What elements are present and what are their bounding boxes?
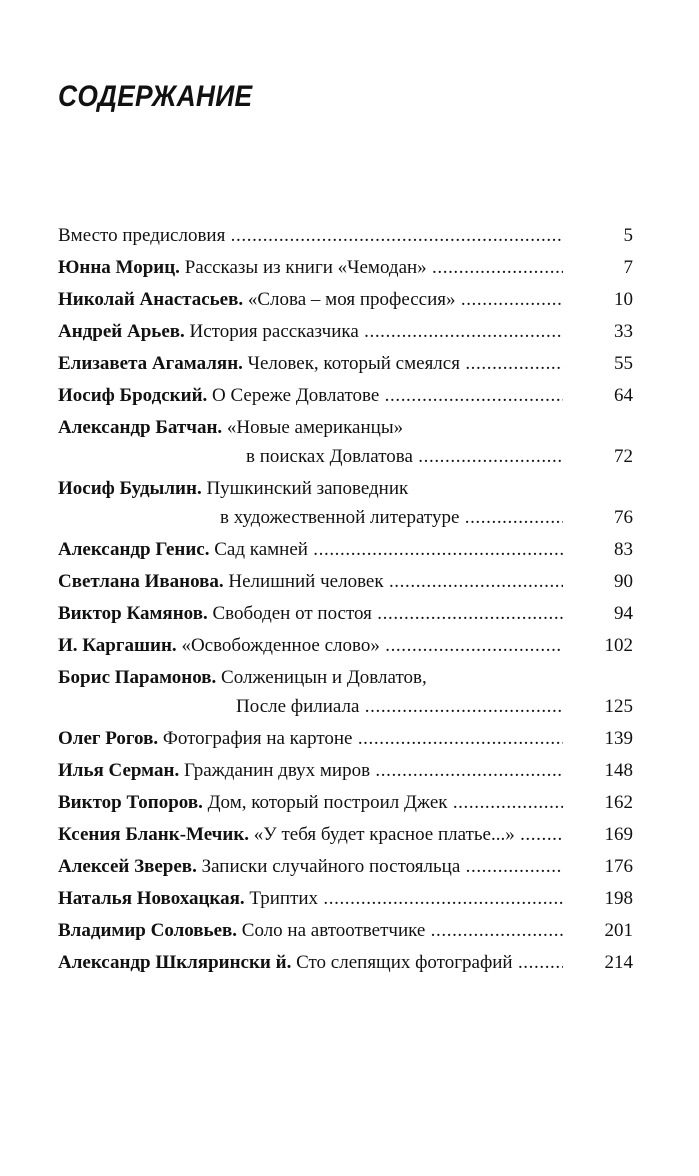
entry-title-continued: в поисках Довлатова [246,446,413,467]
entry-text [58,915,563,947]
toc-entry [58,755,633,787]
page-number: 102 [604,635,633,656]
entry-author: Ксения Бланк-Мечик. [58,824,250,845]
entry-title: Сто слепящих фотографий [296,952,513,973]
entry-author: Борис Парамонов. [58,667,217,688]
toc-entry [58,787,633,819]
toc-entry [58,252,633,284]
toc-entry [58,566,633,598]
page-number: 201 [604,920,633,941]
entry-text [58,755,563,787]
entry-title: «У тебя будет красное платье...» [253,824,515,845]
toc-entry [58,220,633,252]
page-number: 148 [604,760,633,781]
toc-entry [58,380,633,412]
toc-entry [58,947,633,979]
entry-text [58,947,563,979]
entry-author: Светлана Иванова. [58,571,224,592]
toc-entry [58,662,633,723]
entry-author: Илья Серман. [58,760,180,781]
page-number: 72 [614,446,633,467]
entry-title: О Сереже Довлатове [212,385,380,406]
entry-text [58,316,563,348]
entry-author: Николай Анастасьев. [58,289,244,310]
entry-text [58,723,563,755]
entry-author: Андрей Арьев. [58,321,185,342]
entry-title: Соло на автоответчике [241,920,426,941]
page-number: 198 [604,888,633,909]
entry-title: Пушкинский заповедник [206,478,409,499]
toc-entry [58,851,633,883]
entry-author: Иосиф Будылин. [58,478,202,499]
entry-author: Александр Батчан. [58,417,223,438]
entry-text-continued [236,691,563,723]
entry-text [58,598,563,630]
entry-author: И. Каргашин. [58,635,177,656]
entry-title: Вместо предисловия [58,225,226,246]
toc-entry [58,723,633,755]
entry-title: Солженицын и Довлатов, [221,667,427,688]
entry-text [58,851,563,883]
entry-text [58,566,563,598]
page-number: 7 [623,257,633,278]
entry-text [58,883,563,915]
entry-text [58,284,563,316]
entry-title: Записки случайного постояльца [201,856,461,877]
entry-author: Елизавета Агамалян. [58,353,243,374]
page-number: 90 [614,571,633,592]
entry-title: Сад камней [214,539,308,560]
entry-author: Иосиф Бродский. [58,385,208,406]
page-number: 139 [604,728,633,749]
entry-title: Триптих [249,888,319,909]
entry-text [58,473,563,505]
entry-author: Владимир Соловьев. [58,920,238,941]
toc-entry [58,473,633,534]
entry-text [58,412,563,444]
entry-title: Дом, который построил Джек [207,792,448,813]
entry-text [58,662,563,694]
entry-text [58,348,563,380]
table-of-contents [58,220,633,979]
toc-entry [58,412,633,473]
toc-entry [58,284,633,316]
entry-title: Фотография на картоне [162,728,353,749]
toc-entry [58,534,633,566]
toc-entry [58,819,633,851]
page-number: 94 [614,603,633,624]
entry-author: Александр Шклярински й. [58,952,292,973]
toc-entry [58,316,633,348]
page-number: 76 [614,507,633,528]
entry-title: Человек, который смеялся [247,353,460,374]
entry-text [58,787,563,819]
entry-text [58,819,563,851]
page-number: 162 [604,792,633,813]
page-title: СОДЕРЖАНИЕ [58,80,253,113]
page-number: 64 [614,385,633,406]
entry-text [58,252,563,284]
toc-entry [58,598,633,630]
entry-author: Алексей Зверев. [58,856,197,877]
entry-title: Гражданин двух миров [183,760,371,781]
entry-title: Рассказы из книги «Чемодан» [184,257,427,278]
page-number: 214 [604,952,633,973]
page-number: 169 [604,824,633,845]
entry-title-continued: в художественной литературе [220,507,460,528]
entry-title: «Освобожденное слово» [181,635,380,656]
entry-text [58,220,563,252]
entry-title: «Новые американцы» [226,417,404,438]
entry-text [58,534,563,566]
entry-author: Виктор Топоров. [58,792,203,813]
page-number: 83 [614,539,633,560]
page-number: 55 [614,353,633,374]
entry-title-continued: После филиала [236,696,360,717]
toc-entry [58,915,633,947]
entry-text-continued [246,441,563,473]
page-number: 33 [614,321,633,342]
entry-title: История рассказчика [189,321,359,342]
entry-author: Олег Рогов. [58,728,159,749]
page-number: 125 [604,696,633,717]
entry-title: «Слова – моя профессия» [247,289,456,310]
entry-text [58,380,563,412]
page-number: 5 [623,225,633,246]
entry-author: Наталья Новохацкая. [58,888,245,909]
entry-author: Александр Генис. [58,539,210,560]
page-number: 10 [614,289,633,310]
toc-entry [58,348,633,380]
toc-entry [58,883,633,915]
toc-entry [58,630,633,662]
entry-text-continued [220,502,563,534]
entry-text [58,630,563,662]
entry-author: Юнна Мориц. [58,257,180,278]
entry-title: Нелишний человек [228,571,384,592]
entry-title: Свободен от постоя [212,603,372,624]
entry-author: Виктор Камянов. [58,603,208,624]
page-number: 176 [604,856,633,877]
